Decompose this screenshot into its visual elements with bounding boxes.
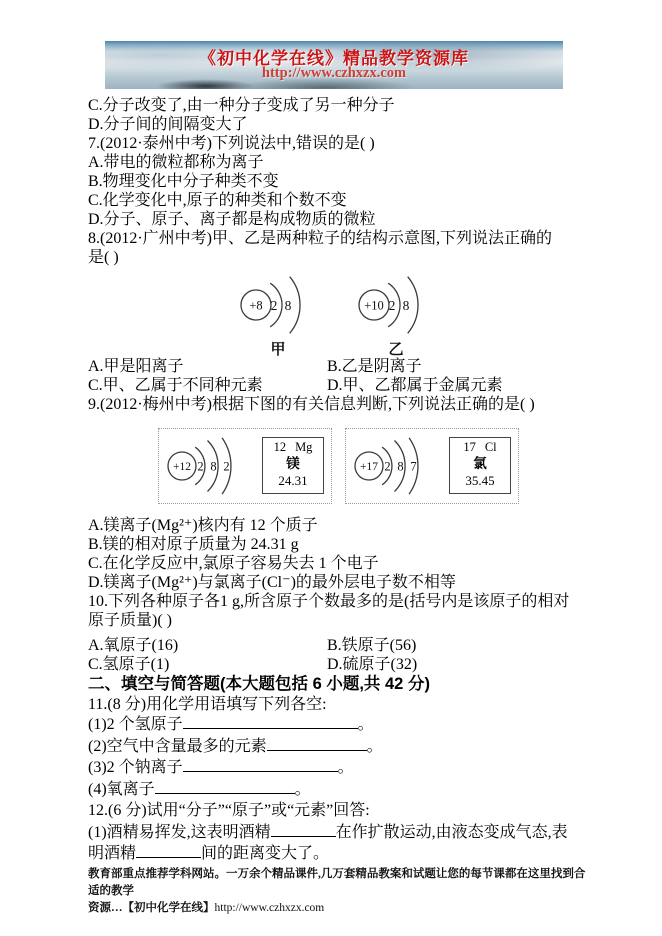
q8-option-c: C.甲、乙属于不同种元素 <box>88 377 263 394</box>
q10-options-ab <box>88 636 588 655</box>
q7-option-c: C.化学变化中,原子的种类和个数不变 <box>88 192 347 209</box>
element-symbol: Mg <box>295 440 313 454</box>
q7-stem: 7.(2012·泰州中考)下列说法中,错误的是( ) <box>88 135 375 152</box>
shell-electron-count: 2 <box>223 459 230 474</box>
banner-title: 《初中化学在线》精品教学资源库 <box>199 49 469 68</box>
q12-text-c: 明酒精 <box>88 845 137 862</box>
mg-diagram-box <box>158 428 332 504</box>
cl-diagram-box <box>345 428 519 504</box>
atom-diagram-yi <box>350 267 460 359</box>
diagram-label: 甲 <box>270 342 286 358</box>
period: 。 <box>366 737 383 755</box>
atomic-number: 12 <box>273 440 287 454</box>
shell-electron-count: 7 <box>410 459 417 474</box>
blank-underline <box>271 823 336 837</box>
q7-option-a: A.带电的微粒都称为离子 <box>88 154 264 171</box>
atomic-number: 17 <box>463 440 476 454</box>
q10-stem-line1: 10.下列各种原子各1 g,所含原子个数最多的是(括号内是该原子的相对 <box>88 593 570 610</box>
shell-electron-count: 2 <box>270 298 278 313</box>
shell-electron-count: 8 <box>210 459 217 474</box>
period: 。 <box>337 759 354 776</box>
q11-item-4 <box>88 779 588 801</box>
q9-option-b: B.镁的相对原子质量为 24.31 g <box>88 536 299 553</box>
atom-diagram-cl <box>349 431 453 501</box>
section2-heading: 二、填空与简答题(本大题包括 6 小题,共 42 分) <box>88 675 430 693</box>
element-number-symbol <box>263 440 323 455</box>
shell-electron-count: 8 <box>397 459 404 474</box>
element-symbol: Cl <box>484 440 497 454</box>
period: 。 <box>357 716 374 733</box>
q10-options-cd <box>88 655 588 674</box>
q8-particle-diagrams <box>88 267 588 357</box>
q6-option-c: C.分子改变了,由一种分子变成了另一种分子 <box>88 97 395 114</box>
shell-electron-count: 2 <box>197 459 204 474</box>
q8-option-d: D.甲、乙都属于金属元素 <box>327 377 503 394</box>
nucleus-charge: +17 <box>360 461 378 473</box>
atom-diagram-jia <box>232 267 342 359</box>
q10-option-d: D.硫原子(32) <box>327 656 418 673</box>
q11-item-2-text: (2)空气中含量最多的元素 <box>88 737 267 755</box>
q12-text-d: 间的距离变大了。 <box>201 845 330 862</box>
blank-underline <box>267 737 367 751</box>
q6-option-d: D.分子间的间隔变大了 <box>88 116 248 133</box>
q10-option-b: B.铁原子(56) <box>327 637 417 654</box>
q11-item-1 <box>88 714 588 736</box>
q11-stem: 11.(8 分)用化学用语填写下列各空: <box>88 696 327 713</box>
mg-element-cell <box>262 437 324 494</box>
atom-diagram-mg <box>162 431 266 501</box>
shell-electron-count: 8 <box>402 298 410 313</box>
element-number-symbol <box>450 440 510 455</box>
q7-option-d: D.分子、原子、离子都是构成物质的微粒 <box>88 211 376 228</box>
q8-stem-line2: 是( ) <box>88 249 119 266</box>
q9-element-diagrams <box>88 414 588 516</box>
diagram-label: 乙 <box>388 342 404 358</box>
q12-item-1-line1 <box>88 822 588 844</box>
q9-stem: 9.(2012·梅州中考)根据下图的有关信息判断,下列说法正确的是( ) <box>88 396 535 413</box>
q10-option-a: A.氧原子(16) <box>88 637 179 654</box>
q12-stem: 12.(6 分)试用“分子”“原子”或“元素”回答: <box>88 802 370 819</box>
nucleus-charge: +8 <box>249 298 263 313</box>
blank-underline <box>136 844 201 858</box>
nucleus-charge: +10 <box>364 298 384 313</box>
shell-electron-count: 2 <box>384 459 391 474</box>
q8-option-a: A.甲是阳离子 <box>88 358 184 375</box>
cl-element-cell <box>449 437 511 494</box>
footer-line1: 教育部重点推荐学科网站。一万余个精品课件,几万套精品教案和试题让您的每节课都在这里找到合适的教学 <box>88 868 586 897</box>
q11-item-3 <box>88 757 588 779</box>
footer-url: http://www.czhxzx.com <box>214 902 325 914</box>
nucleus-charge: +12 <box>173 461 191 473</box>
atomic-mass: 24.31 <box>278 473 308 488</box>
q12-text-a: (1)酒精易挥发,这表明酒精 <box>88 823 271 841</box>
q9-option-d: D.镁离子(Mg²⁺)与氯离子(Cl⁻)的最外层电子数不相等 <box>88 574 456 591</box>
period: 。 <box>294 780 311 798</box>
shell-electron-count: 8 <box>284 298 292 313</box>
footer-line2-text: 资源…【初中化学在线】 <box>88 902 215 914</box>
q12-item-1-line2 <box>88 843 588 865</box>
atomic-mass: 35.45 <box>465 473 495 488</box>
q10-stem-line2: 原子质量)( ) <box>88 612 172 629</box>
blank-underline <box>155 780 295 794</box>
blank-underline <box>183 715 358 729</box>
q11-item-2 <box>88 736 588 758</box>
blank-underline <box>183 758 338 772</box>
q11-item-3-text: (3)2 个钠离子 <box>88 759 183 776</box>
q11-item-1-text: (1)2 个氢原子 <box>88 716 183 733</box>
page-footer <box>88 866 590 917</box>
document-body <box>88 96 588 865</box>
site-banner-image <box>105 41 563 89</box>
q8-stem-line1: 8.(2012·广州中考)甲、乙是两种粒子的结构示意图,下列说法正确的 <box>88 230 552 247</box>
footer-line2 <box>88 900 590 917</box>
banner-url: http://www.czhxzx.com <box>261 65 407 81</box>
shell-electron-count: 2 <box>388 298 396 313</box>
q8-option-b: B.乙是阴离子 <box>327 358 422 375</box>
q11-item-4-text: (4)氧离子 <box>88 780 155 798</box>
q12-text-b: 在作扩散运动,由液态变成气态,表 <box>335 823 568 841</box>
q7-option-b: B.物理变化中分子种类不变 <box>88 173 279 190</box>
q9-option-c: C.在化学反应中,氯原子容易失去 1 个电子 <box>88 555 379 572</box>
element-name: 镁 <box>286 456 300 471</box>
q8-options-cd <box>88 376 588 395</box>
q8-options-ab <box>88 357 588 376</box>
q9-option-a: A.镁离子(Mg²⁺)核内有 12 个质子 <box>88 517 318 534</box>
element-name: 氯 <box>473 456 487 471</box>
q10-option-c: C.氢原子(1) <box>88 656 170 673</box>
